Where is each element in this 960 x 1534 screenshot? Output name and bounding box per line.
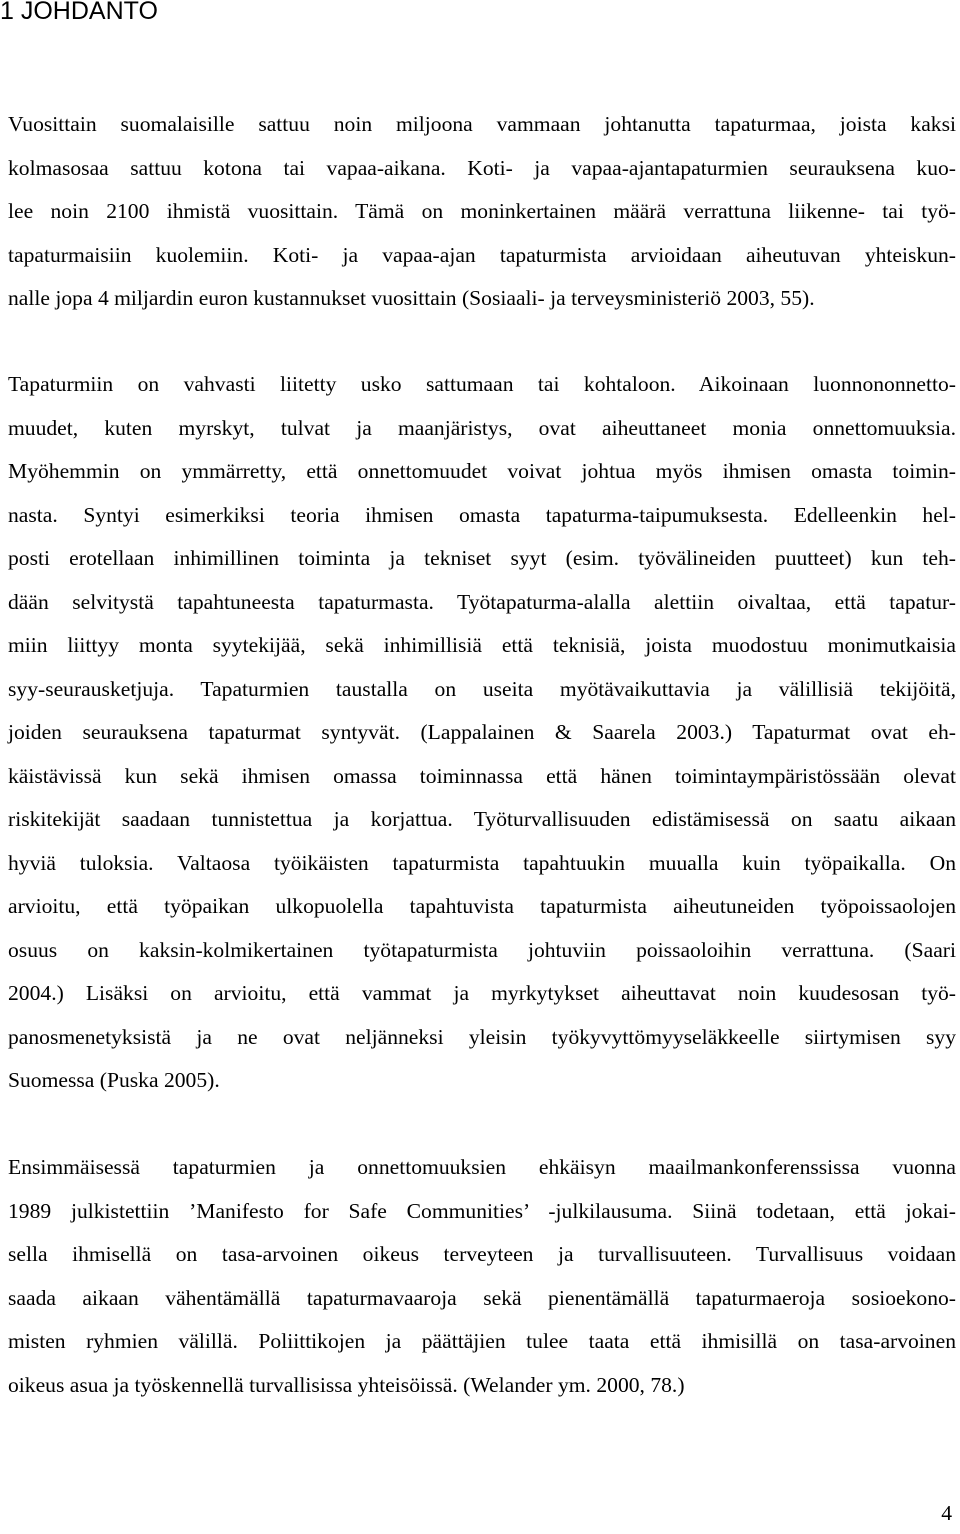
paragraph-intro: [8, 103, 956, 321]
text-line: posti erotellaan inhimillinen toiminta ja tekniset syyt (esim. työvälineiden puutteet) kun teh-: [8, 546, 956, 570]
text-line: miin liittyy monta syytekijää, sekä inhimillisiä että teknisiä, joista muodostuu monimutkaisia: [8, 633, 956, 657]
text-line: Ensimmäisessä tapaturmien ja onnettomuuksien ehkäisyn maailmankonferenssissa vuonna: [8, 1155, 956, 1179]
text-line: misten ryhmien välillä. Poliittikojen ja päättäjien tulee taata että ihmisillä on tasa-arvoinen: [8, 1329, 956, 1353]
text-line: dään selvitystä tapahtuneesta tapaturmasta. Työtapaturma-alalla alettiin oivaltaa, että tapatur-: [8, 589, 956, 614]
text-line: joiden seurauksena tapaturmat syntyvät. (Lappalainen & Saarela 2003.) Tapaturmat ovat eh-: [8, 720, 956, 744]
text-line: 2004.) Lisäksi on arvioitu, että vammat ja myrkytykset aiheuttavat noin kuudesosan työ-: [8, 981, 956, 1005]
text-line: Vuosittain suomalaisille sattuu noin miljoona vammaan johtanutta tapaturmaa, joista kaksi: [8, 112, 956, 136]
text-line: osuus on kaksin-kolmikertainen työtapaturmista johtuviin poissaoloihin verrattuna. (Saari: [8, 937, 956, 962]
text-line: nasta. Syntyi esimerkiksi teoria ihmisen omasta tapaturma-taipumuksesta. Edelleenkin hel-: [8, 502, 956, 527]
text-line: riskitekijät saadaan tunnistettua ja korjattua. Työturvallisuuden edistämisessä on saatu aikaan: [8, 807, 956, 831]
text-line: saada aikaan vähentämällä tapaturmavaaroja sekä pienentämällä tapaturmaeroja sosioekono-: [8, 1285, 956, 1310]
text-line: muudet, kuten myrskyt, tulvat ja maanjäristys, ovat aiheuttaneet monia onnettomuuksia.: [8, 415, 956, 440]
paragraph-accident-causes: [8, 363, 956, 1103]
paragraph-safe-communities: [8, 1146, 956, 1407]
text-line: kolmasosaa sattuu kotona tai vapaa-aikana. Koti- ja vapaa-ajantapaturmien seurauksena kuo-: [8, 155, 956, 180]
chapter-heading: 1 JOHDANTO: [0, 0, 158, 25]
text-line: oikeus asua ja työskennellä turvallisissa yhteisöissä. (Welander ym. 2000, 78.): [8, 1372, 685, 1397]
text-line: tapaturmaisiin kuolemiin. Koti- ja vapaa-ajan tapaturmista arvioidaan aiheutuvan yhteiskun-: [8, 242, 956, 267]
text-line: hyviä tuloksia. Valtaosa työikäisten tapaturmista tapahtuukin muualla kuin työpaikalla. On: [8, 850, 956, 875]
text-line: 1989 julkistettiin ’Manifesto for Safe Communities’ -julkilausuma. Siinä todetaan, että jokai-: [8, 1198, 956, 1223]
text-line: Tapaturmiin on vahvasti liitetty usko sattumaan tai kohtaloon. Aikoinaan luonnononnetto-: [8, 372, 956, 396]
text-line: syy-seurausketjuja. Tapaturmien taustalla on useita myötävaikuttavia ja välillisiä tekijöitä,: [8, 676, 956, 701]
text-line: arvioitu, että työpaikan ulkopuolella tapahtuvista tapaturmista aiheutuneiden työpoissaolojen: [8, 894, 956, 918]
page-number: 4: [941, 1501, 952, 1525]
text-line: käistävissä kun sekä ihmisen omassa toiminnassa että hänen toimintaympäristössään olevat: [8, 763, 956, 788]
text-line: lee noin 2100 ihmistä vuosittain. Tämä on moninkertainen määrä verrattuna liikenne- tai työ-: [8, 199, 956, 223]
text-line: Myöhemmin on ymmärretty, että onnettomuudet voivat johtua myös ihmisen omasta toimin-: [8, 459, 956, 483]
text-line: sella ihmisellä on tasa-arvoinen oikeus terveyteen ja turvallisuuteen. Turvallisuus voidaan: [8, 1242, 956, 1266]
text-line: nalle jopa 4 miljardin euron kustannukset vuosittain (Sosiaali- ja terveysministeriö 2003, 55).: [8, 286, 815, 310]
text-line: panosmenetyksistä ja ne ovat neljänneksi yleisin työkyvyttömyyseläkkeelle siirtymisen syy: [8, 1024, 956, 1049]
text-line: Suomessa (Puska 2005).: [8, 1068, 220, 1092]
